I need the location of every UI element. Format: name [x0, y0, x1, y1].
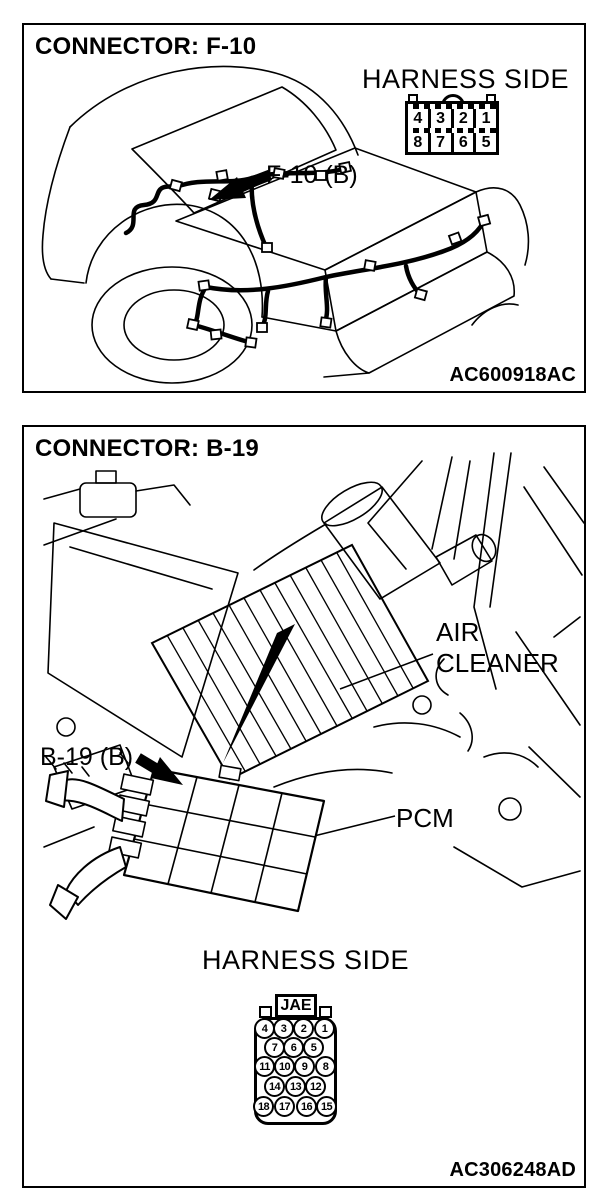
- pin-8: 8: [315, 1056, 336, 1077]
- air-cleaner-label: [436, 617, 559, 679]
- panel-title: CONNECTOR: F-10: [35, 33, 257, 60]
- air-cleaner-outline: [152, 545, 428, 779]
- pin-cell: 7: [431, 133, 451, 152]
- pin-6: 6: [283, 1037, 304, 1058]
- harness-side-label: HARNESS SIDE: [202, 945, 410, 975]
- connector-callout: F-10 (B): [266, 161, 358, 189]
- pin-cell: 6: [454, 133, 474, 152]
- pointer-wedge: [223, 624, 295, 763]
- pin-14: 14: [264, 1076, 285, 1097]
- air-cleaner-leader-line: [340, 654, 433, 689]
- pin-cell: 1: [476, 109, 496, 128]
- harness-side-label: HARNESS SIDE: [362, 64, 570, 94]
- air-cleaner-label-line1: AIR: [436, 617, 480, 647]
- pin-cell: 8: [408, 133, 428, 152]
- connector-b19-panel: [22, 425, 586, 1188]
- panel-title: CONNECTOR: B-19: [35, 435, 259, 462]
- pcm-cage: [109, 765, 324, 911]
- pin-3: 3: [273, 1018, 294, 1039]
- connector-f10-panel: [22, 23, 586, 393]
- air-cleaner-ribs: [167, 553, 413, 771]
- pin-16: 16: [296, 1096, 317, 1117]
- pinout-diagram-f10: [405, 94, 499, 155]
- pin-9: 9: [294, 1056, 315, 1077]
- pin-7: 7: [264, 1037, 285, 1058]
- pin-15: 15: [316, 1096, 337, 1117]
- pin-2: 2: [293, 1018, 314, 1039]
- pin-row: [408, 133, 496, 152]
- pin-12: 12: [305, 1076, 326, 1097]
- air-cleaner-label-line2: CLEANER: [436, 648, 559, 678]
- pin-cell: 3: [431, 109, 451, 128]
- pin-17: 17: [274, 1096, 295, 1117]
- pin-5: 5: [303, 1037, 324, 1058]
- pin-4: 4: [254, 1018, 275, 1039]
- connector-brand-label: JAE: [275, 994, 317, 1018]
- pin-11: 11: [254, 1056, 275, 1077]
- pin-10: 10: [274, 1056, 295, 1077]
- pin-cell: 4: [408, 109, 428, 128]
- pin-row: [408, 109, 496, 128]
- connector-callout: B-19 (B): [40, 743, 134, 771]
- pcm-label: PCM: [396, 803, 454, 833]
- figure-code: AC600918AC: [449, 364, 576, 386]
- connector-body: [405, 101, 499, 155]
- pin-cell: 5: [476, 133, 496, 152]
- trunk-harness-lines: [126, 169, 483, 343]
- pin-cell: 2: [454, 109, 474, 128]
- pin-1: 1: [314, 1018, 335, 1039]
- figure-code: AC306248AD: [449, 1159, 576, 1181]
- pin-13: 13: [285, 1076, 306, 1097]
- pcm-leader-line: [314, 816, 395, 836]
- pinout-diagram-b19: [249, 993, 371, 1139]
- pin-18: 18: [253, 1096, 274, 1117]
